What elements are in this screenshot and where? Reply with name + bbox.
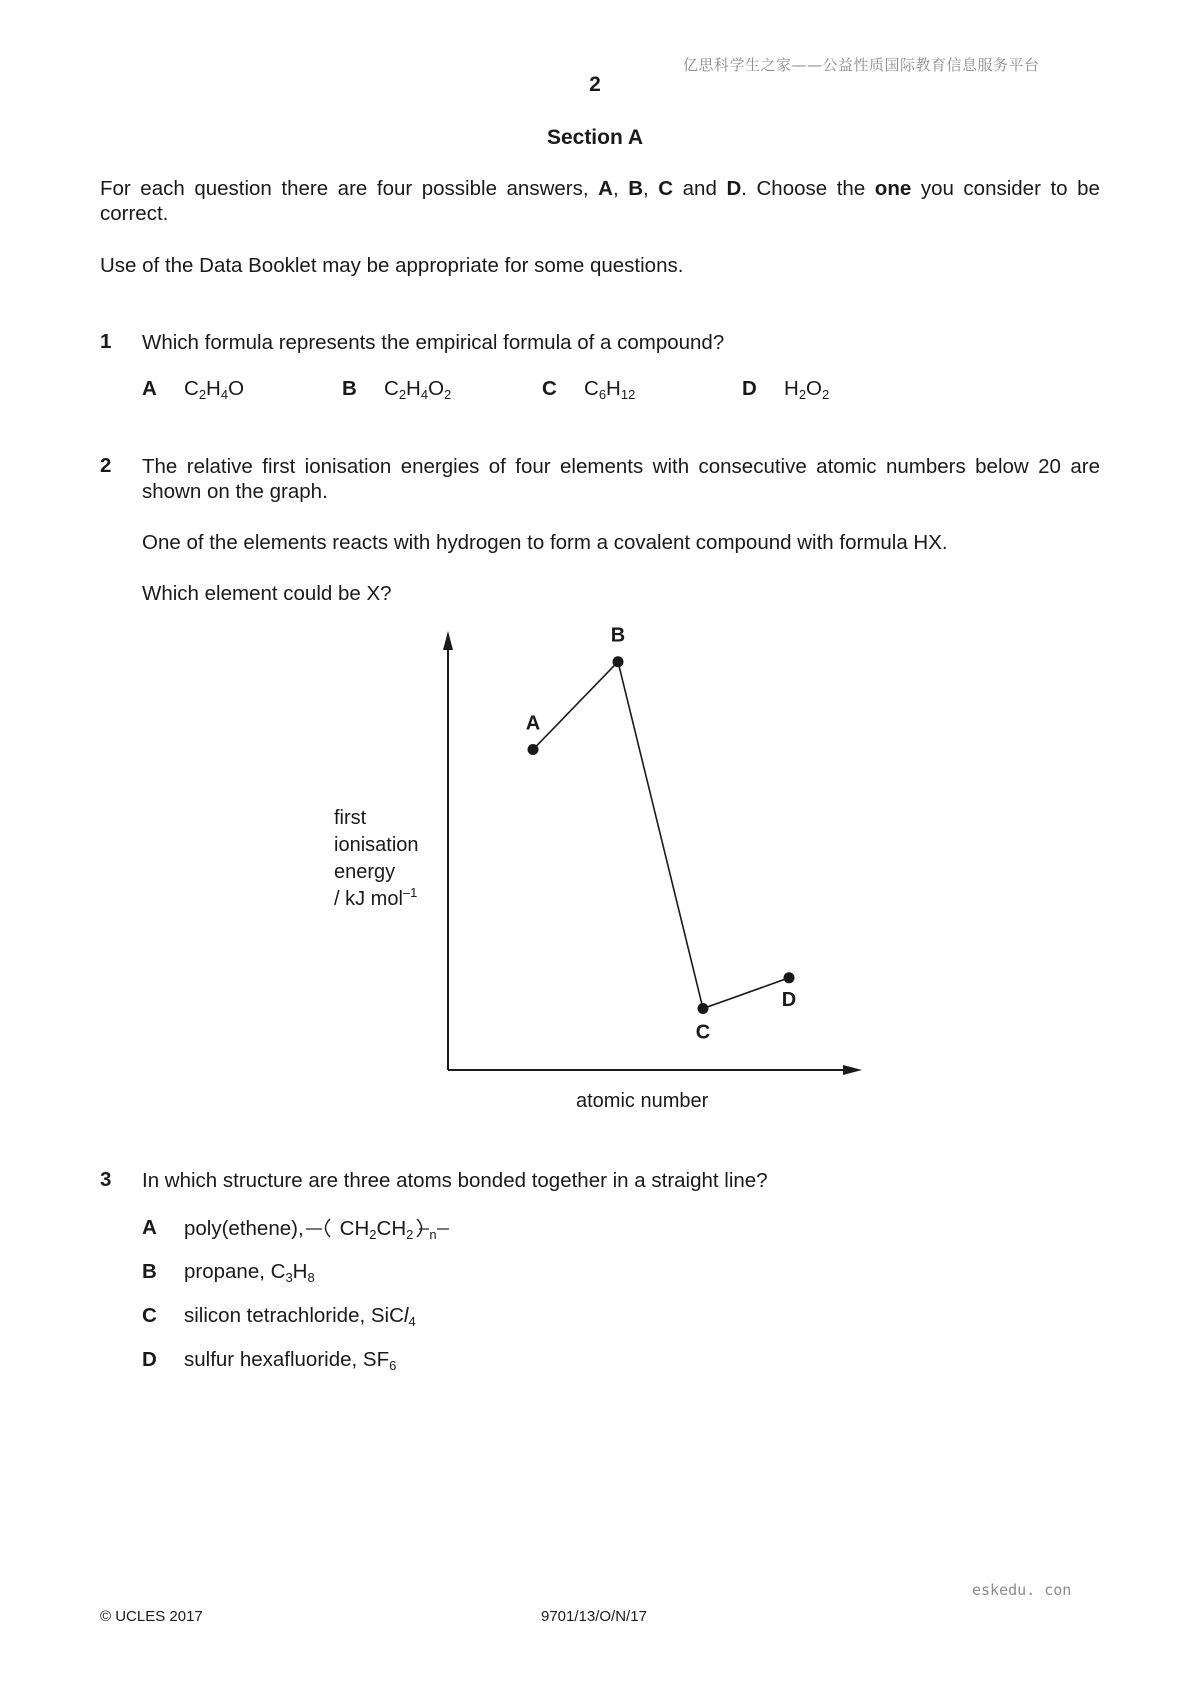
question-1-text: Which formula represents the empirical formula of a compound? bbox=[142, 331, 725, 354]
data-booklet-note: Use of the Data Booklet may be appropriate for some questions. bbox=[100, 254, 684, 277]
point-label-c: C bbox=[695, 1021, 711, 1044]
data-point-a bbox=[528, 744, 539, 755]
data-point-c bbox=[698, 1003, 709, 1014]
footer-code: 9701/13/O/N/17 bbox=[541, 1608, 647, 1625]
x-axis-arrow bbox=[843, 1065, 862, 1075]
page-number: 2 bbox=[589, 73, 601, 96]
watermark-bottom: eskedu. con bbox=[972, 1581, 1072, 1599]
polymer-bracket-close-icon bbox=[413, 1216, 429, 1238]
section-title: Section A bbox=[546, 126, 644, 149]
q1-option-a-formula: $C_2H_4O$ bbox=[184, 377, 245, 402]
y-axis-label: first ionisation energy / kJ mol$^{-1}$ bbox=[334, 807, 419, 910]
question-1-number: 1 bbox=[100, 330, 112, 353]
instructions: For each question there are four possible answers, A, B, C and D. Choose the one you consider to be correct. bbox=[100, 177, 1100, 225]
q3-option-a: A bbox=[142, 1216, 157, 1239]
q1-option-c-formula: $C_6H_{12}$ bbox=[584, 377, 636, 402]
q1-option-c: C bbox=[542, 377, 557, 400]
q1-option-d-formula: $H_2O_2$ bbox=[784, 377, 830, 402]
question-3-number: 3 bbox=[100, 1168, 112, 1191]
q1-option-a: A bbox=[142, 377, 157, 400]
footer-copyright: © UCLES 2017 bbox=[100, 1608, 203, 1625]
polymer-bracket-open-icon bbox=[306, 1216, 340, 1238]
question-2-number: 2 bbox=[100, 454, 112, 477]
q3-option-d: D bbox=[142, 1348, 157, 1371]
watermark-top: 亿思科学生之家——公益性质国际教育信息服务平台 bbox=[683, 56, 1040, 74]
point-label-b: B bbox=[610, 624, 626, 647]
q1-option-d: D bbox=[742, 377, 757, 400]
q3-option-d-text: sulfur hexafluoride, $SF_6$ bbox=[184, 1348, 397, 1373]
q3-option-c-text: silicon tetrachloride, SiCl$_4$ bbox=[184, 1304, 416, 1329]
polymer-bond-line-icon bbox=[437, 1216, 451, 1238]
question-3-text: In which structure are three atoms bonded together in a straight line? bbox=[142, 1169, 768, 1192]
question-2-text: The relative first ionisation energies of four elements with consecutive atomic numbers below 20 are shown on the graph. bbox=[142, 455, 1100, 503]
q3-option-b-text: propane, $C_3H_8$ bbox=[184, 1260, 315, 1285]
series-line bbox=[533, 662, 789, 1009]
point-label-a: A bbox=[525, 712, 541, 735]
q1-option-b-formula: $C_2H_4O_2$ bbox=[384, 377, 452, 402]
data-point-b bbox=[613, 656, 624, 667]
q3-option-a-text: poly(ethene), $CH_2CH_2$ $_n$ bbox=[184, 1216, 451, 1241]
question-2-text-3: Which element could be X? bbox=[142, 582, 392, 605]
x-axis-label: atomic number bbox=[576, 1090, 709, 1112]
point-label-d: D bbox=[781, 988, 797, 1011]
data-point-d bbox=[784, 972, 795, 983]
question-2-text-2: One of the elements reacts with hydrogen to form a covalent compound with formula HX. bbox=[142, 531, 948, 554]
q3-option-c: C bbox=[142, 1304, 157, 1327]
q1-option-b: B bbox=[342, 377, 357, 400]
y-axis-arrow bbox=[443, 631, 453, 650]
q3-option-b: B bbox=[142, 1260, 157, 1283]
